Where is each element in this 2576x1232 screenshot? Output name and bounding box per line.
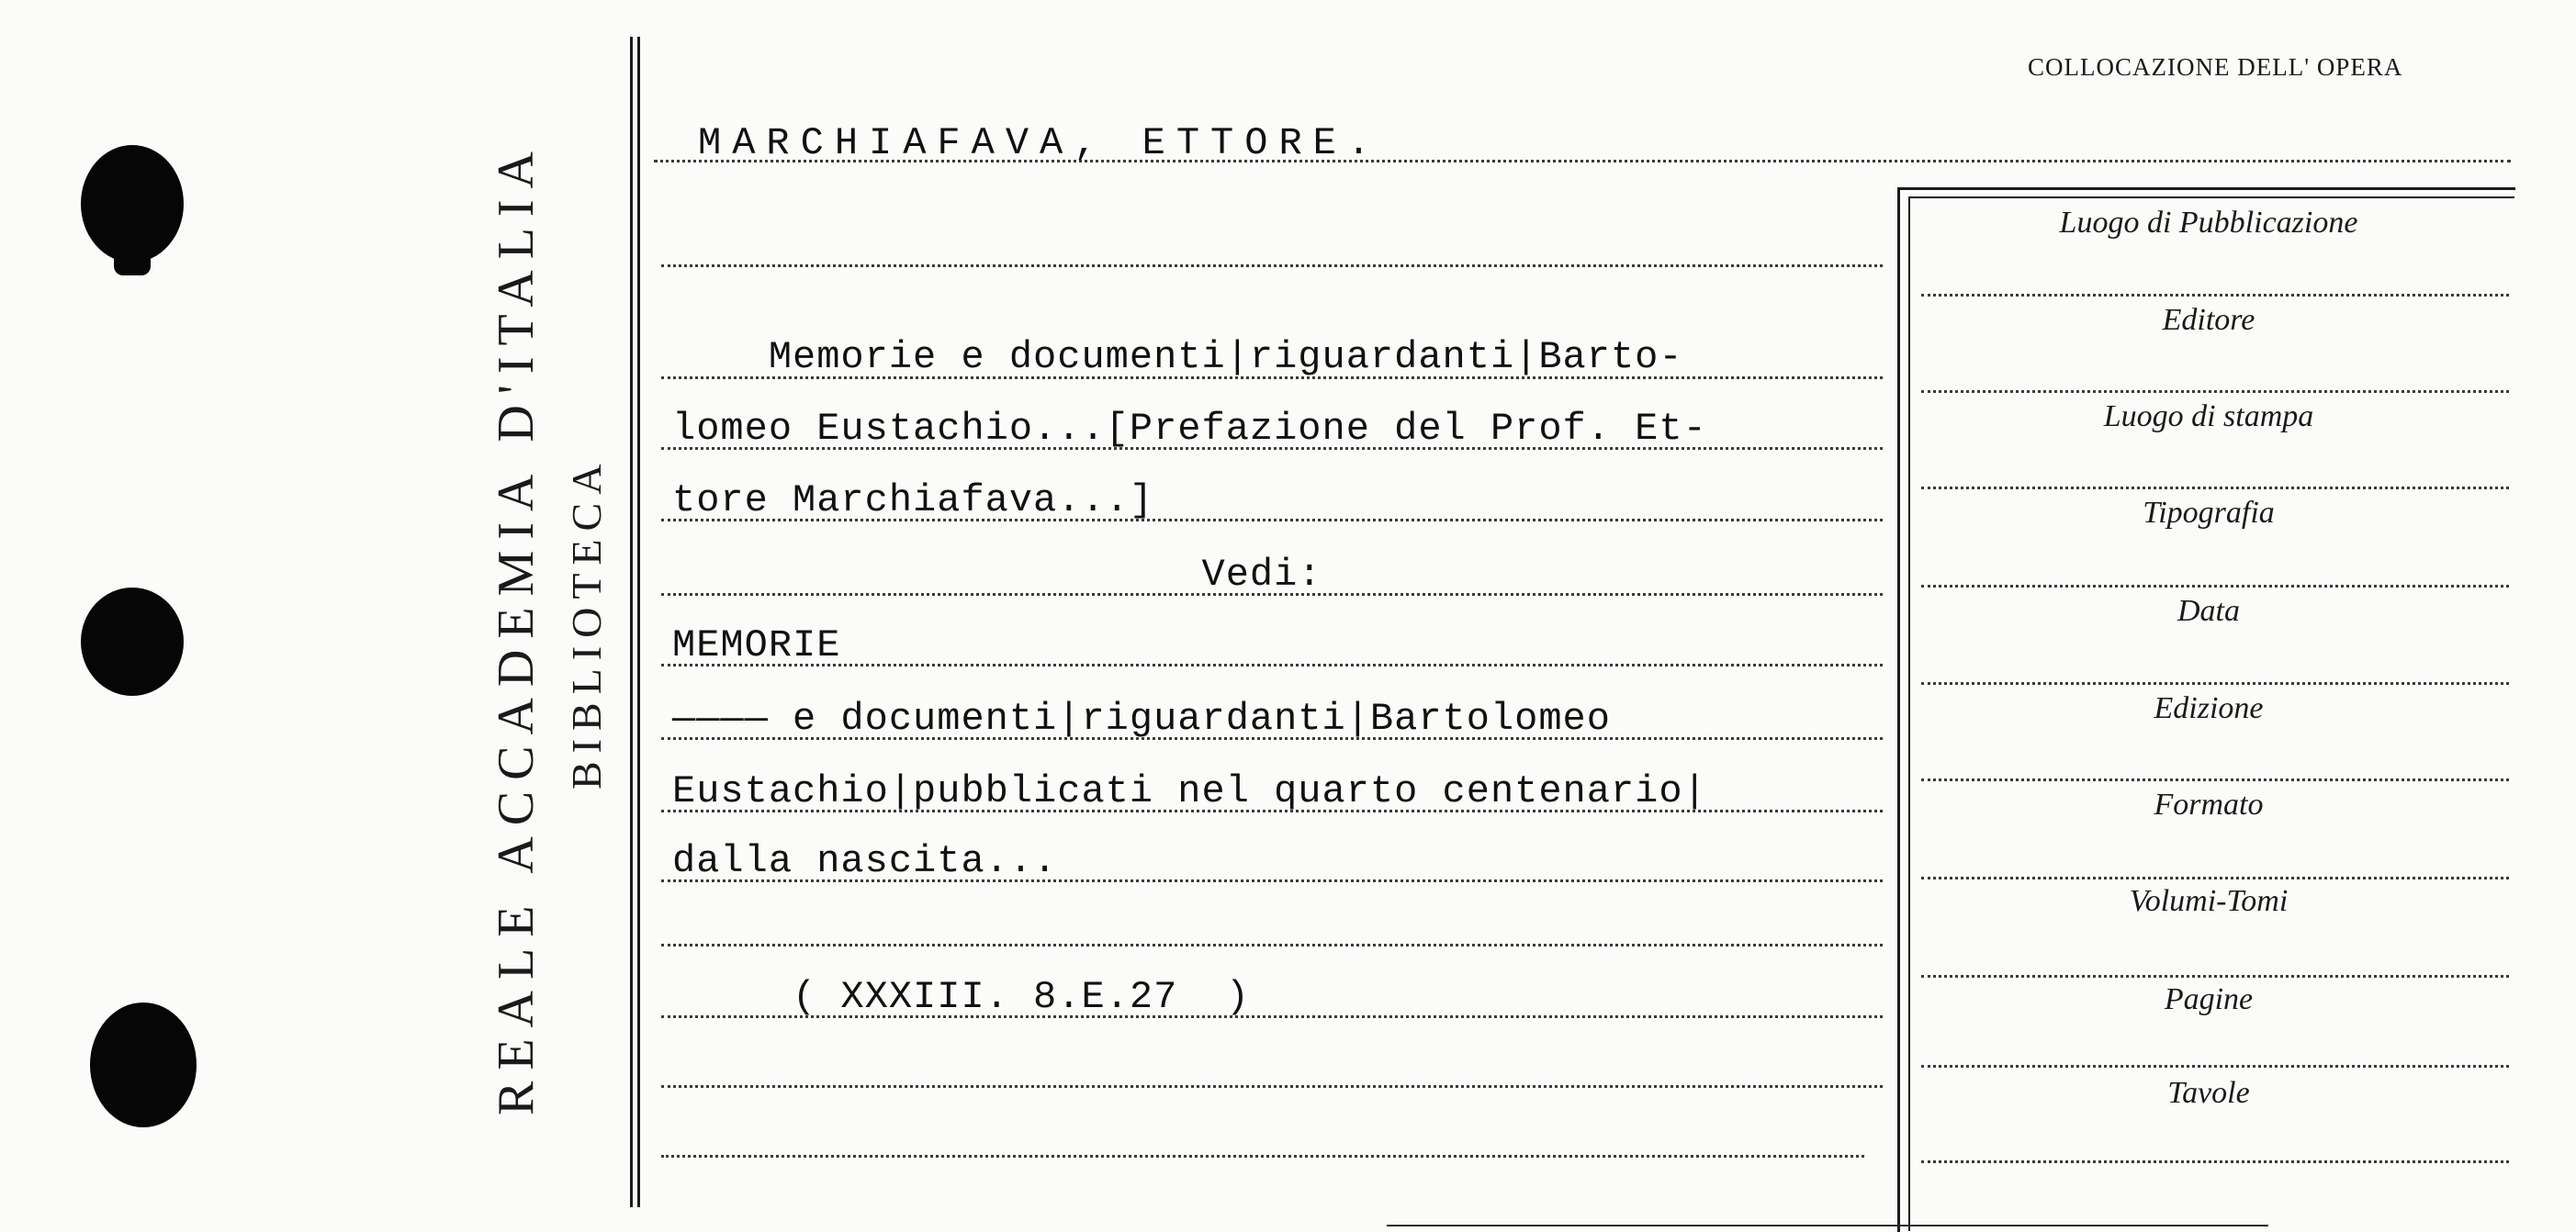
dotted-line — [1921, 294, 2509, 297]
department-name: BIBLIOTECA — [563, 455, 610, 790]
dotted-line — [661, 664, 1883, 666]
entry-line: Vedi: — [672, 553, 1322, 597]
field-label-volumi-tomi: Volumi-Tomi — [2129, 884, 2289, 918]
dotted-line — [1921, 877, 2509, 879]
left-divider-line — [637, 37, 640, 1207]
left-divider-line — [630, 37, 633, 1207]
entry-line: lomeo Eustachio...[Prefazione del Prof. Et- — [672, 407, 1707, 451]
field-label-editore: Editore — [2162, 303, 2255, 337]
dotted-line — [1921, 1160, 2509, 1163]
shelfmark-line: ( XXXIII. 8.E.27 ) — [672, 975, 1250, 1019]
field-label-data: Data — [2177, 594, 2240, 628]
field-label-luogo-stampa: Luogo di stampa — [2103, 399, 2314, 433]
entry-line: dalla nascita... — [672, 839, 1058, 883]
dotted-line — [1921, 975, 2509, 978]
dotted-line — [1921, 1065, 2509, 1068]
field-label-pagine: Pagine — [2164, 982, 2254, 1016]
punch-hole — [81, 145, 184, 263]
punch-hole-tab — [114, 248, 151, 275]
dotted-line — [661, 264, 1883, 267]
entry-line: MEMORIE — [672, 623, 841, 667]
entry-line: Memorie e documenti|riguardanti|Barto- — [672, 335, 1683, 379]
dotted-line — [661, 944, 1883, 946]
institution-name: REALE ACCADEMIA D'ITALIA — [488, 140, 545, 1115]
bottom-rule — [1387, 1225, 2268, 1226]
location-header: COLLOCAZIONE DELL' OPERA — [2028, 53, 2403, 81]
dotted-line — [661, 1155, 1864, 1158]
field-label-tipografia: Tipografia — [2143, 496, 2275, 530]
dotted-line — [1921, 487, 2509, 489]
dotted-line — [1921, 585, 2509, 588]
dotted-line — [1921, 682, 2509, 685]
field-label-tavole: Tavole — [2167, 1076, 2250, 1110]
author-heading: MARCHIAFAVA, ETTORE. — [698, 121, 1382, 165]
dotted-line — [1921, 778, 2509, 781]
entry-line: ———— e documenti|riguardanti|Bartolomeo — [672, 697, 1611, 741]
field-label-edizione: Edizione — [2154, 691, 2264, 725]
entry-line: tore Marchiafava...] — [672, 478, 1154, 522]
entry-line: Eustachio|pubblicati nel quarto centenario| — [672, 769, 1707, 813]
punch-hole — [90, 1002, 197, 1127]
punch-hole — [81, 588, 184, 696]
dotted-line — [1921, 390, 2509, 393]
field-label-formato: Formato — [2154, 788, 2264, 822]
dotted-line — [661, 1085, 1883, 1088]
field-label-luogo-pubblicazione: Luogo di Pubblicazione — [2059, 206, 2358, 240]
